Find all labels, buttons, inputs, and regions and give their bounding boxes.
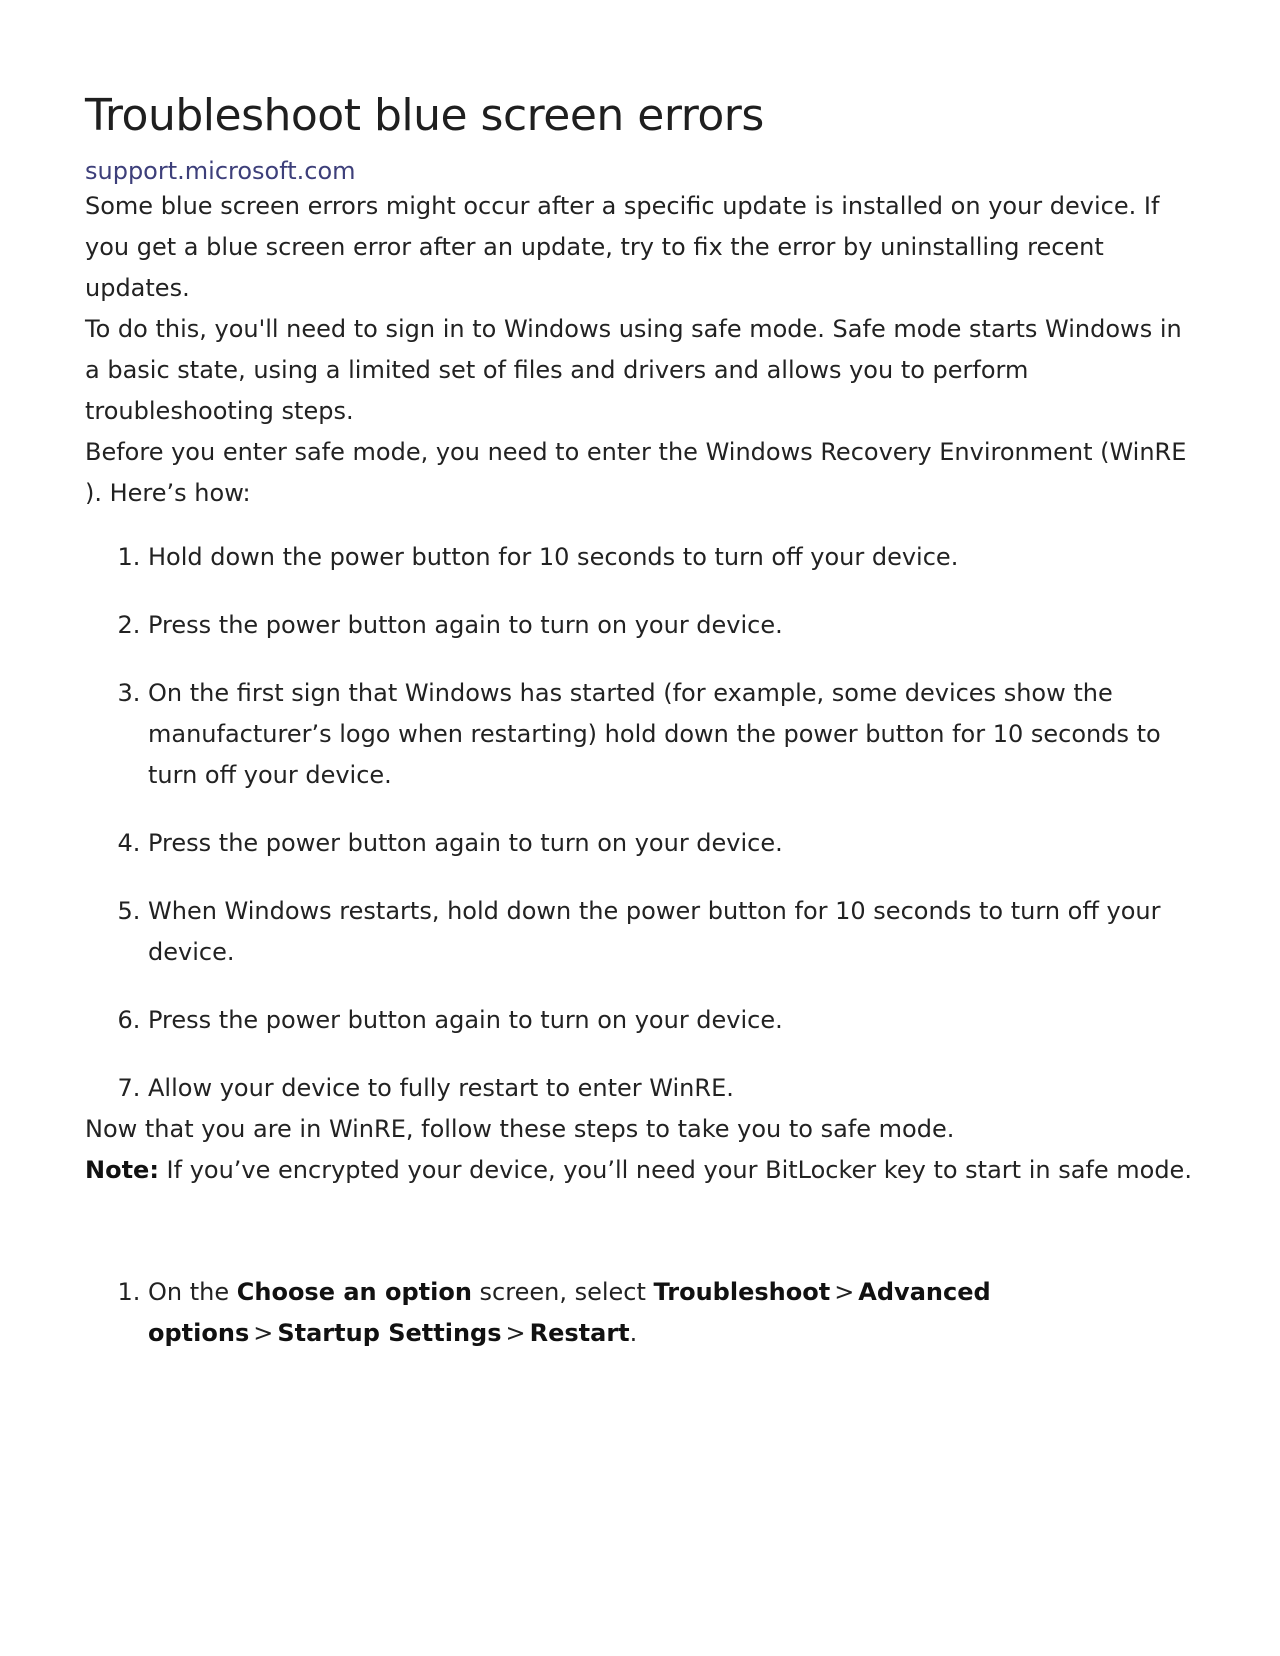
page-title: Troubleshoot blue screen errors (85, 90, 764, 141)
chevron-right-icon: > (505, 1319, 526, 1347)
list-item: 6. Press the power button again to turn on your device. (148, 1000, 1195, 1041)
startup-settings-label: Startup Settings (277, 1319, 502, 1347)
step-middle: screen, select (471, 1278, 654, 1306)
list-item: 5. When Windows restarts, hold down the power button for 10 seconds to turn off your device. (148, 891, 1195, 973)
restart-label: Restart (529, 1319, 630, 1347)
list-item: 4. Press the power button again to turn on your device. (148, 823, 1195, 864)
winre-followup-paragraph: Now that you are in WinRE, follow these steps to take you to safe mode. (85, 1115, 955, 1143)
safe-mode-steps-list (85, 1272, 1195, 1354)
source-link[interactable]: support.microsoft.com (85, 157, 356, 185)
step-suffix: . (629, 1319, 638, 1347)
choose-option-label: Choose an option (236, 1278, 472, 1306)
winre-steps-list (85, 537, 1195, 1109)
note-label: Note: (85, 1156, 159, 1184)
list-item: 7. Allow your device to fully restart to enter WinRE. (148, 1068, 1195, 1109)
step-prefix: On the (148, 1278, 237, 1306)
note-text: If you’ve encrypted your device, you’ll need your BitLocker key to start in safe mode. (158, 1156, 1192, 1184)
list-item: 1. Hold down the power button for 10 seconds to turn off your device. (148, 537, 1195, 578)
winre-paragraph: Before you enter safe mode, you need to enter the Windows Recovery Environment (WinRE ). Here’s how: (85, 438, 1187, 507)
chevron-right-icon: > (834, 1278, 855, 1306)
safe-mode-paragraph: To do this, you'll need to sign in to Windows using safe mode. Safe mode starts Windows in a basic state, using a limited set of files and drivers and allows you to perform troubleshooting steps. (85, 315, 1182, 425)
chevron-right-icon: > (253, 1319, 274, 1347)
list-item: 3. On the first sign that Windows has started (for example, some devices show the manufacturer’s logo when restarting) hold down the power button for 10 seconds to turn off your device. (148, 673, 1195, 796)
list-item: 2. Press the power button again to turn on your device. (148, 605, 1195, 646)
note-paragraph (85, 1150, 1195, 1191)
list-item (148, 1272, 1195, 1354)
intro-paragraph: Some blue screen errors might occur after a specific update is installed on your device. If you get a blue screen error after an update, try to fix the error by uninstalling recent updates. (85, 192, 1160, 302)
advanced-options-label: Advanced options (148, 1278, 991, 1347)
troubleshoot-label: Troubleshoot (653, 1278, 831, 1306)
